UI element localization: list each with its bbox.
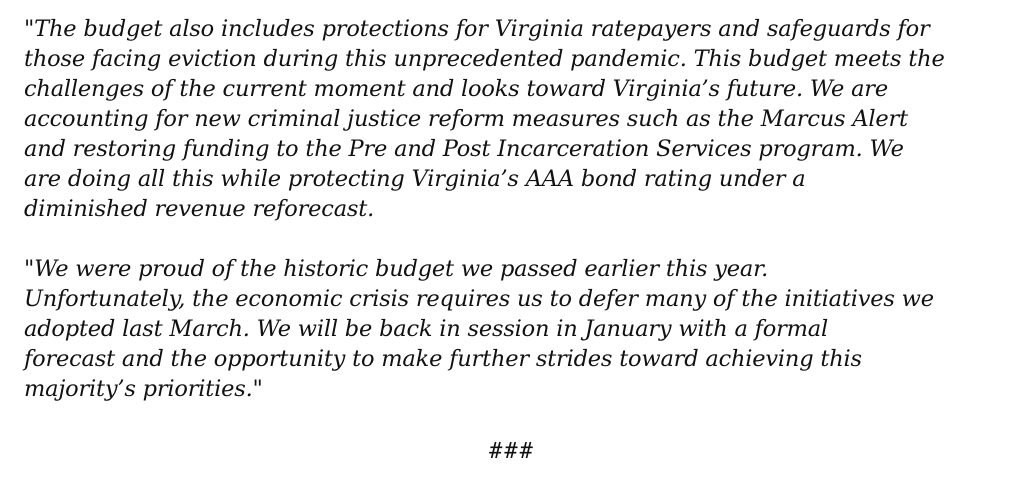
text-line: challenges of the current moment and looks toward Virginia’s future. We are <box>24 76 888 102</box>
text-line: forecast and the opportunity to make further strides toward achieving this <box>24 346 862 372</box>
text-line: "The budget also includes protections for Virginia ratepayers and safeguards for <box>24 16 930 42</box>
text-line: adopted last March. We will be back in session in January with a formal <box>24 316 829 342</box>
quote-paragraph-1 <box>24 14 1009 224</box>
press-release-body <box>24 14 1009 404</box>
text-line: majority’s priorities." <box>24 376 263 402</box>
text-line: "We were proud of the historic budget we passed earlier this year. <box>24 256 769 282</box>
text-line: those facing eviction during this unprecedented pandemic. This budget meets the <box>24 46 945 72</box>
text-line: are doing all this while protecting Virginia’s AAA bond rating under a <box>24 166 806 192</box>
text-line: Unfortunately, the economic crisis requires us to defer many of the initiatives we <box>24 286 934 312</box>
text-line: diminished revenue reforecast. <box>24 196 375 222</box>
text-line: and restoring funding to the Pre and Post Incarceration Services program. We <box>24 136 904 162</box>
text-line: accounting for new criminal justice reform measures such as the Marcus Alert <box>24 106 908 132</box>
end-of-release-mark: ### <box>489 439 535 464</box>
quote-paragraph-2 <box>24 254 1009 404</box>
